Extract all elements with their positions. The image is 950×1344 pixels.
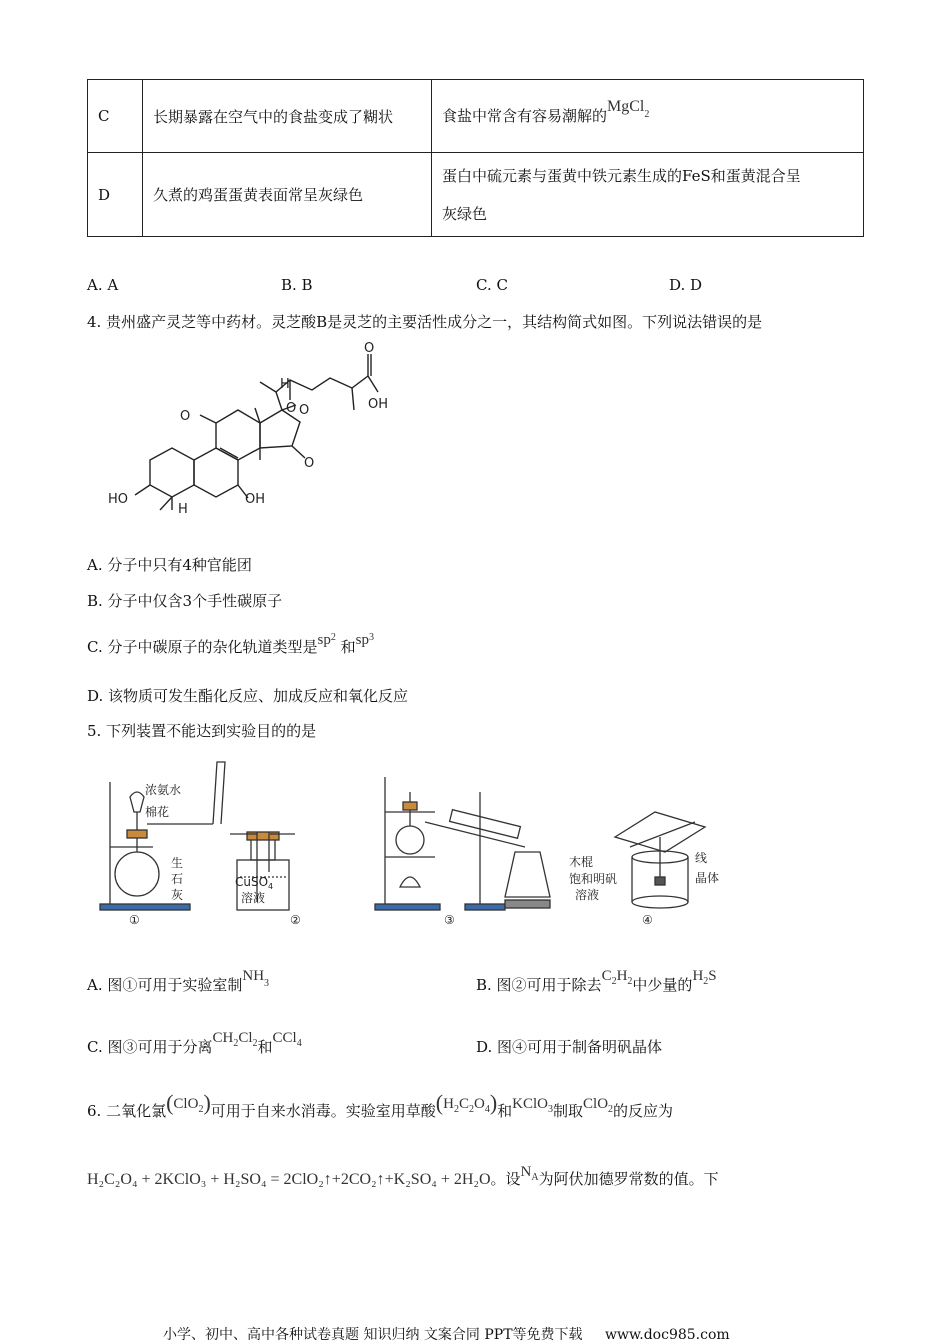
o-chain-label: O	[286, 401, 297, 416]
stick-label: 木棍	[569, 855, 594, 869]
table-row	[88, 80, 864, 153]
q3-option-d: D. D	[669, 276, 703, 294]
quicklime-label-1: 生	[171, 856, 184, 870]
h-chain-label: H	[280, 377, 290, 392]
q5-option-d: D. 图④可用于制备明矾晶体	[476, 1038, 663, 1056]
q5-option-c: C. 图③可用于分离$CH_2Cl_2$和CCl$_4$	[87, 1030, 302, 1056]
q6-stem: 6. 二氧化氯(ClO$_2$)可用于自来水消毒。实验室用草酸$(H_2C_2O_4)$和KClO$_3$制取ClO$_2$的反应为	[87, 1090, 674, 1120]
o-5ring-label: O	[299, 403, 310, 418]
q3-option-b: B. B	[281, 276, 313, 294]
q3-option-c: C. C	[476, 276, 508, 294]
o-acid-label: O	[364, 341, 375, 356]
row-label: D	[88, 153, 143, 237]
figure-3-number: ③	[444, 913, 455, 927]
q4-stem: 4. 贵州盛产灵芝等中药材。灵芝酸B是灵芝的主要活性成分之一，其结构简式如图。下列说法错误的是	[87, 313, 763, 331]
q4-option-c: C. 分子中碳原子的杂化轨道类型是$sp^2$ 和$sp^3$	[87, 632, 374, 656]
thread-label: 线	[695, 851, 708, 865]
footer	[163, 1324, 730, 1344]
q5-stem: 5. 下列装置不能达到实验目的的是	[87, 722, 317, 740]
alum-label-1: 饱和明矾	[569, 872, 618, 886]
q6-equation-line: H₂C₂O₄ + 2KClO₃ + H₂SO₄ = 2ClO₂↑+2CO₂↑+K₂SO₄ + 2H₂O。设$N_A$为阿伏加德罗常数的值。下	[87, 1164, 719, 1188]
cotton-label: 棉花	[145, 805, 170, 819]
phenomenon-cell: 久煮的鸡蛋蛋黄表面常呈灰绿色	[143, 153, 432, 237]
figure-4-number: ④	[642, 913, 653, 927]
q5-option-b: B. 图②可用于除去$C_2H_2$中少量的$H_2S$	[476, 968, 717, 994]
q4-option-b: B. 分子中仅含3个手性碳原子	[87, 592, 283, 610]
figure-2-number: ②	[290, 913, 301, 927]
apparatus-figures	[95, 752, 755, 932]
quicklime-label-3: 灰	[171, 888, 184, 902]
reaction-equation: H₂C₂O₄ + 2KClO₃ + H₂SO₄ = 2ClO₂↑+2CO₂↑+K₂SO₄ + 2H₂O	[87, 1171, 491, 1188]
cuso4-label: CuSO$_4$	[235, 875, 274, 891]
ammonia-label: 浓氨水	[145, 783, 182, 797]
ganoderic-acid-structure	[100, 340, 400, 520]
footer-text: 小学、初中、高中各种试卷真题 知识归纳 文案合同 PPT等免费下载	[163, 1327, 583, 1343]
explanation-cell: 蛋白中硫元素与蛋黄中铁元素生成的FeS和蛋黄混合呈 灰绿色	[432, 153, 864, 237]
o-ketone-label: O	[180, 409, 191, 424]
alum-label-2: 溶液	[575, 888, 600, 902]
quicklime-label-2: 石	[171, 872, 184, 886]
q4-option-d: D. 该物质可发生酯化反应、加成反应和氧化反应	[87, 687, 409, 705]
figure-1-number: ①	[129, 913, 140, 927]
options-table	[87, 79, 864, 237]
q3-option-a: A. A	[87, 276, 119, 294]
oh-acid-label: OH	[368, 397, 389, 412]
o-ketone-label-2: O	[304, 456, 315, 471]
solution-label: 溶液	[241, 891, 266, 905]
row-label: C	[88, 80, 143, 153]
oh-label: OH	[245, 492, 266, 507]
footer-site-link[interactable]: www.doc985.com	[604, 1327, 730, 1343]
explanation-cell: 食盐中常含有容易潮解的MgCl$_2$	[432, 80, 864, 153]
h-label: H	[178, 502, 188, 517]
phenomenon-cell: 长期暴露在空气中的食盐变成了糊状	[143, 80, 432, 153]
q5-option-a: A. 图①可用于实验室制$NH_3$	[87, 968, 270, 994]
crystal-label: 晶体	[695, 871, 720, 885]
ho-label: HO	[108, 492, 129, 507]
table-row	[88, 153, 864, 237]
q4-option-a: A. 分子中只有4种官能团	[87, 556, 252, 574]
